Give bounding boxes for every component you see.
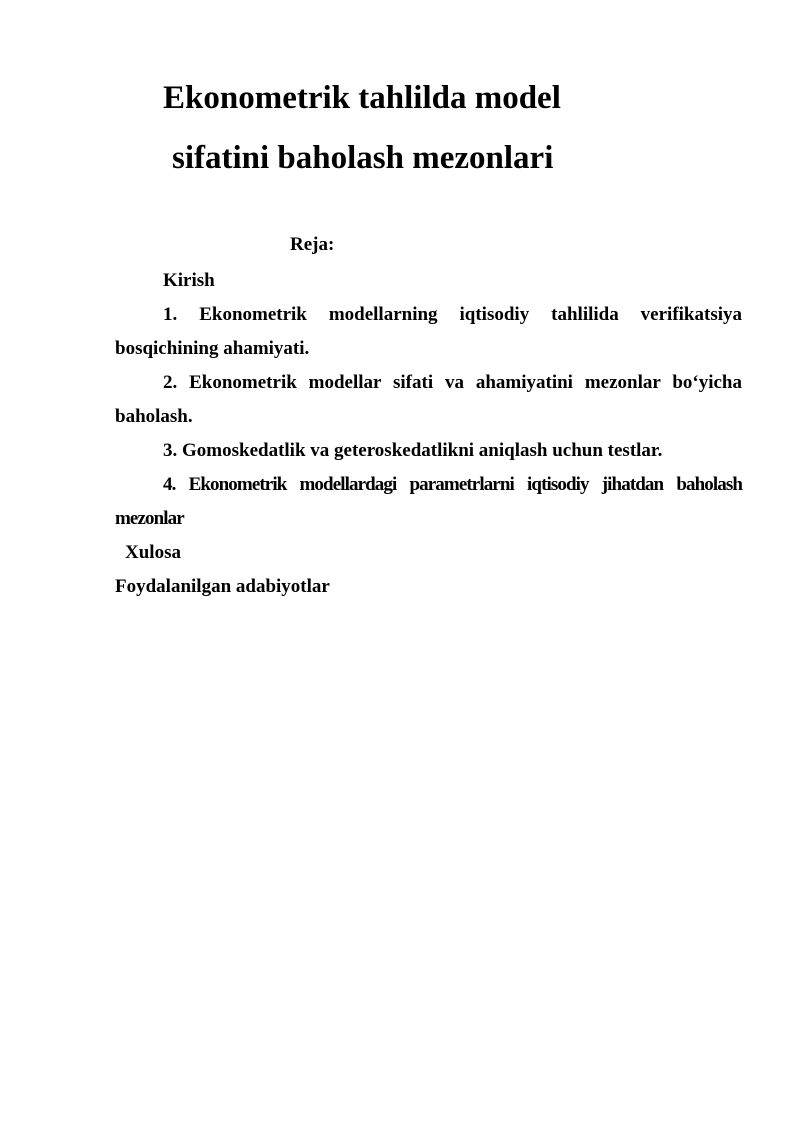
toc-intro: Kirish — [163, 270, 215, 291]
toc-item-4: 4. Ekonometrik modellardagi parametrlarni iqtisodiy jihatdan baholash mezonlar — [115, 474, 742, 529]
toc-references: Foydalanilgan adabiyotlar — [115, 576, 330, 597]
toc-conclusion: Xulosa — [125, 542, 181, 563]
table-of-contents — [115, 264, 742, 604]
document-title-line-1: Ekonometrik tahlilda model — [163, 80, 561, 116]
toc-item-1: 1. Ekonometrik modellarning iqtisodiy tahlilida verifikatsiya bosqichining ahamiyati. — [115, 304, 742, 359]
toc-item-3: 3. Gomoskedatlik va geteroskedatlikni aniqlash uchun testlar. — [163, 440, 663, 461]
plan-heading: Reja: — [290, 234, 335, 255]
document-title-line-2: sifatini baholash mezonlari — [172, 140, 554, 176]
toc-item-2: 2. Ekonometrik modellar sifati va ahamiyatini mezonlar bo‘yicha baholash. — [115, 372, 742, 427]
